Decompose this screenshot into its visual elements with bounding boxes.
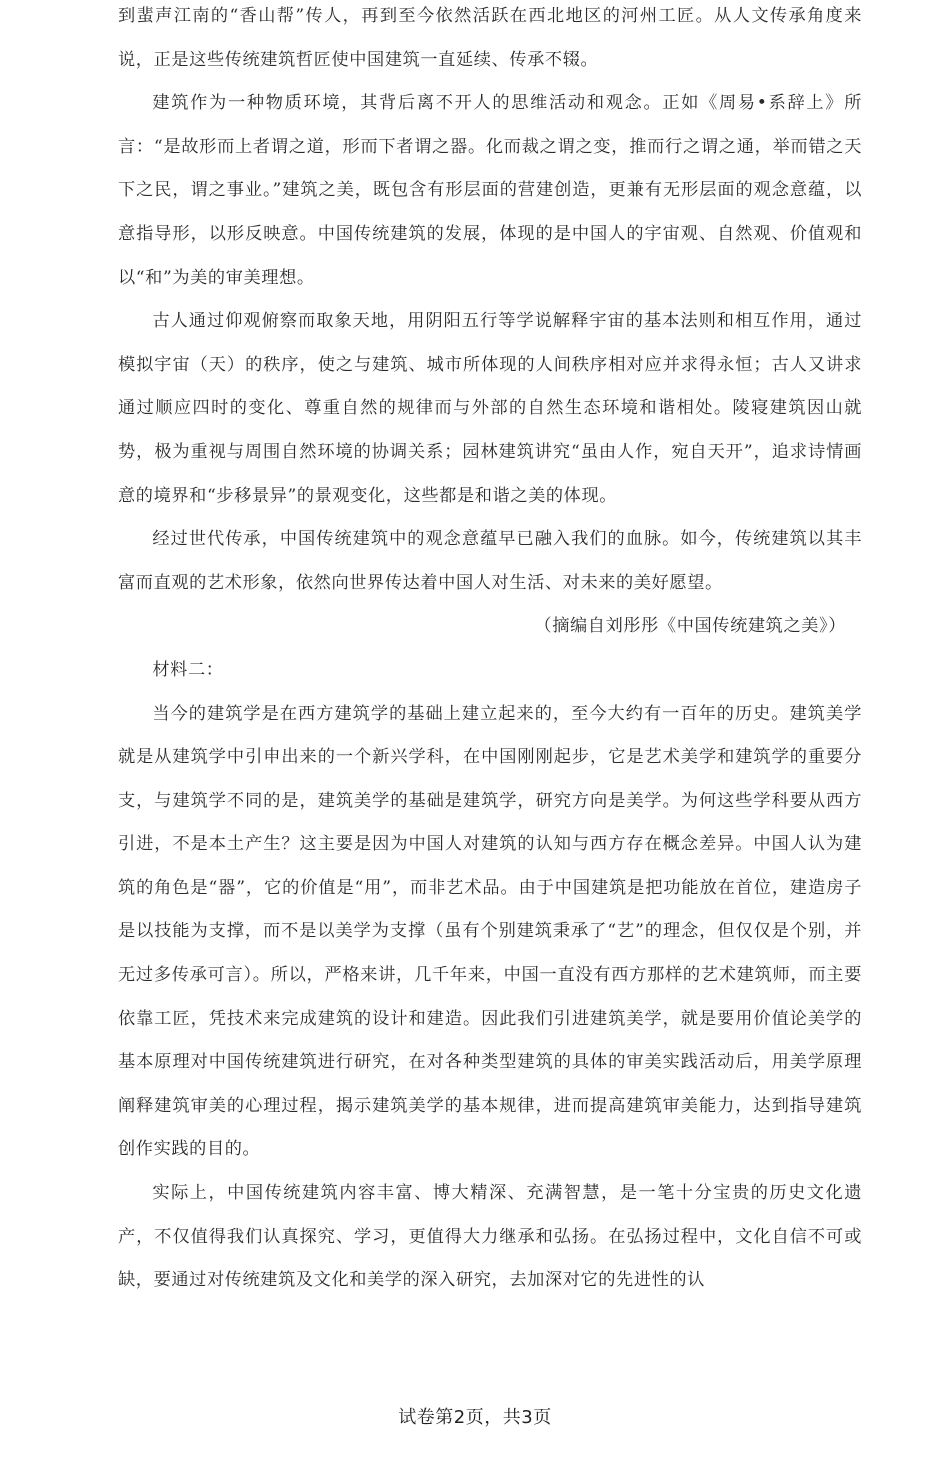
article-body: [118, 0, 862, 1303]
material-two-paragraph-1: 当今的建筑学是在西方建筑学的基础上建立起来的，至今大约有一百年的历史。建筑美学就是从建筑学中引申出来的一个新兴学科，在中国刚刚起步，它是艺术美学和建筑学的重要分支，与建筑学不同的是，建筑美学的基础是建筑学，研究方向是美学。为何这些学科要从西方引进，不是本土产生？这主要是因为中国人对建筑的认知与西方存在概念差异。中国人认为建筑的角色是“器”，它的价值是“用”，而非艺术品。由于中国建筑是把功能放在首位，建造房子是以技能为支撑，而不是以美学为支撑（虽有个别建筑秉承了“艺”的理念，但仅仅是个别，并无过多传承可言）。所以，严格来讲，几千年来，中国一直没有西方那样的艺术建筑师，而主要依靠工匠，凭技术来完成建筑的设计和建造。因此我们引进建筑美学，就是要用价值论美学的基本原理对中国传统建筑进行研究，在对各种类型建筑的具体的审美实践活动后，用美学原理阐释建筑审美的心理过程，揭示建筑美学的基本规律，进而提高建筑审美能力，达到指导建筑创作实践的目的。: [118, 703, 862, 1160]
paragraph-continued: 到蜚声江南的“香山帮”传人，再到至今依然活跃在西北地区的河州工匠。从人文传承角度来说，正是这些传统建筑哲匠使中国建筑一直延续、传承不辍。: [118, 6, 862, 70]
source-citation: （摘编自刘彤彤《中国传统建筑之美》）: [534, 616, 846, 637]
material-two-paragraph-2: 实际上，中国传统建筑内容丰富、博大精深、充满智慧，是一笔十分宝贵的历史文化遗产，不仅值得我们认真探究、学习，更值得大力继承和弘扬。在弘扬过程中，文化自信不可或缺，要通过对传统建筑及文化和美学的深入研究，去加深对它的先进性的认: [118, 1183, 862, 1291]
paragraph-cosmos-harmony: 古人通过仰观俯察而取象天地，用阴阳五行等学说解释宇宙的基本法则和相互作用，通过模拟宇宙（天）的秩序，使之与建筑、城市所体现的人间秩序相对应并求得永恒；古人又讲求通过顺应四时的变化、尊重自然的规律而与外部的自然生态环境和谐相处。陵寝建筑因山就势，极为重视与周围自然环境的协调关系；园林建筑讲究“虽由人作，宛自天开”，追求诗情画意的境界和“步移景异”的景观变化，这些都是和谐之美的体现。: [118, 311, 862, 506]
paragraph-thought-concept: 建筑作为一种物质环境，其背后离不开人的思维活动和观念。正如《周易•系辞上》所言：“是故形而上者谓之道，形而下者谓之器。化而裁之谓之变，推而行之谓之通，举而错之天下之民，谓之事业。”建筑之美，既包含有形层面的营建创造，更兼有无形层面的观念意蕴，以意指导形，以形反映意。中国传统建筑的发展，体现的是中国人的宇宙观、自然观、价值观和以“和”为美的审美理想。: [118, 93, 862, 288]
material-two-heading: 材料二：: [152, 659, 224, 680]
paragraph-inheritance: 经过世代传承，中国传统建筑中的观念意蕴早已融入我们的血脉。如今，传统建筑以其丰富而直观的艺术形象，依然向世界传达着中国人对生活、对未来的美好愿望。: [118, 529, 862, 593]
page-footer: 试卷第2页，共3页: [398, 1407, 552, 1428]
